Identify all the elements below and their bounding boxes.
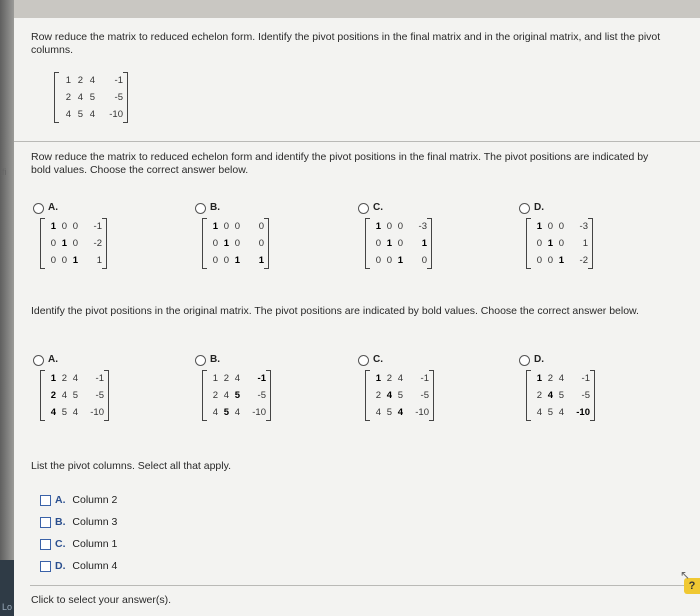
matrix-cell: 1 xyxy=(212,373,218,384)
matrix-cell: -5 xyxy=(420,390,429,401)
option-label[interactable]: C. xyxy=(373,202,383,213)
matrix-cell: 0 xyxy=(212,255,218,266)
side-mark-bottom: Lo xyxy=(2,602,13,612)
option-matrix xyxy=(202,370,271,421)
matrix-cell: 0 xyxy=(72,238,78,249)
matrix-cell: 4 xyxy=(50,407,56,418)
column-option-label[interactable] xyxy=(55,494,117,506)
matrix-cell: 1 xyxy=(536,373,542,384)
option-matrix xyxy=(202,218,269,269)
matrix-cell: -2 xyxy=(579,255,588,266)
matrix-cell: 0 xyxy=(397,221,403,232)
matrix-cell: 0 xyxy=(386,221,392,232)
matrix-cell: 1 xyxy=(558,255,564,266)
matrix-cell: 0 xyxy=(375,238,381,249)
instructions-text: Row reduce the matrix to reduced echelon form. Identify the pivot positions in the final matrix and in the original matrix, and list the pivot columns. xyxy=(31,31,661,56)
option-p1-3-radio[interactable] xyxy=(519,203,530,214)
matrix-cell: 4 xyxy=(89,75,95,86)
matrix-cell: -3 xyxy=(418,221,427,232)
column-option-label[interactable] xyxy=(55,516,117,528)
matrix-cell: 0 xyxy=(258,221,264,232)
matrix-cell: 1 xyxy=(96,255,102,266)
option-label[interactable]: A. xyxy=(48,202,58,213)
matrix-cell: 4 xyxy=(89,109,95,120)
left-window-edge xyxy=(0,0,14,616)
footer-divider xyxy=(30,585,700,586)
matrix-cell: 0 xyxy=(234,221,240,232)
matrix-cell: 5 xyxy=(77,109,83,120)
matrix-cell: 2 xyxy=(212,390,218,401)
part2-prompt: Identify the pivot positions in the original matrix. The pivot positions are indicated by bold values. Choose the correct answer below. xyxy=(31,305,639,317)
option-p2-1-radio[interactable] xyxy=(195,355,206,366)
matrix-cell: 5 xyxy=(386,407,392,418)
matrix-cell: 5 xyxy=(89,92,95,103)
matrix-cell: 4 xyxy=(234,407,240,418)
matrix-cell: 0 xyxy=(61,255,67,266)
matrix-cell: 0 xyxy=(212,238,218,249)
matrix-cell: 0 xyxy=(258,238,264,249)
matrix-cell: -10 xyxy=(90,407,104,418)
matrix-cell: 0 xyxy=(223,221,229,232)
matrix-cell: -1 xyxy=(257,373,266,384)
option-matrix xyxy=(40,218,107,269)
column-option-letter: B. xyxy=(55,516,66,528)
matrix-cell: -10 xyxy=(576,407,590,418)
option-p1-2-radio[interactable] xyxy=(358,203,369,214)
matrix-cell: 4 xyxy=(375,407,381,418)
matrix-cell: 0 xyxy=(547,255,553,266)
matrix-cell: 5 xyxy=(234,390,240,401)
option-p2-2-radio[interactable] xyxy=(358,355,369,366)
column-option-text: Column 1 xyxy=(69,538,118,550)
matrix-cell: -10 xyxy=(252,407,266,418)
option-matrix xyxy=(40,370,109,421)
matrix-cell: 4 xyxy=(234,373,240,384)
mouse-cursor-icon: ↖ xyxy=(680,568,691,582)
column-option-checkbox[interactable] xyxy=(40,539,51,550)
option-matrix xyxy=(526,370,595,421)
matrix-cell: 1 xyxy=(65,75,71,86)
matrix-cell: 2 xyxy=(375,390,381,401)
matrix-cell: 2 xyxy=(77,75,83,86)
option-matrix xyxy=(365,218,432,269)
matrix-cell: 4 xyxy=(77,92,83,103)
matrix-cell: 5 xyxy=(558,390,564,401)
matrix-cell: 4 xyxy=(223,390,229,401)
column-option-letter: C. xyxy=(55,538,66,550)
matrix-cell: 2 xyxy=(61,373,67,384)
part3-prompt: List the pivot columns. Select all that apply. xyxy=(31,460,231,472)
option-matrix xyxy=(526,218,593,269)
matrix-cell: 2 xyxy=(386,373,392,384)
column-option-checkbox[interactable] xyxy=(40,561,51,572)
matrix-cell: 2 xyxy=(50,390,56,401)
matrix-cell: -1 xyxy=(95,373,104,384)
matrix-cell: 0 xyxy=(223,255,229,266)
matrix-cell: 1 xyxy=(386,238,392,249)
matrix-cell: 4 xyxy=(397,373,403,384)
column-option-label[interactable] xyxy=(55,538,117,550)
matrix-cell: 1 xyxy=(212,221,218,232)
matrix-cell: -1 xyxy=(420,373,429,384)
column-option-letter: A. xyxy=(55,494,66,506)
matrix-cell: 0 xyxy=(234,238,240,249)
part1-prompt: Row reduce the matrix to reduced echelon form and identify the pivot positions in the final matrix. The pivot positions are indicated by bold values. Choose the correct answer below. xyxy=(31,151,649,176)
matrix-cell: 1 xyxy=(397,255,403,266)
matrix-cell: 4 xyxy=(558,373,564,384)
option-label[interactable]: D. xyxy=(534,202,544,213)
option-matrix xyxy=(365,370,434,421)
matrix-cell: 5 xyxy=(547,407,553,418)
option-label[interactable]: B. xyxy=(210,354,220,365)
option-p2-0-radio[interactable] xyxy=(33,355,44,366)
status-text: Click to select your answer(s). xyxy=(31,594,172,606)
matrix-cell: 2 xyxy=(536,390,542,401)
matrix-cell: 0 xyxy=(421,255,427,266)
matrix-cell: 4 xyxy=(386,390,392,401)
matrix-cell: -2 xyxy=(93,238,102,249)
matrix-cell: 1 xyxy=(234,255,240,266)
matrix-cell: 1 xyxy=(375,221,381,232)
matrix-cell: 5 xyxy=(223,407,229,418)
matrix-cell: -1 xyxy=(581,373,590,384)
matrix-cell: 2 xyxy=(223,373,229,384)
matrix-cell: 0 xyxy=(558,221,564,232)
column-option-text: Column 4 xyxy=(69,560,118,572)
matrix-cell: 2 xyxy=(65,92,71,103)
matrix-cell: 4 xyxy=(558,407,564,418)
column-option-checkbox[interactable] xyxy=(40,517,51,528)
matrix-cell: 1 xyxy=(375,373,381,384)
matrix-cell: 1 xyxy=(536,221,542,232)
matrix-cell: -3 xyxy=(579,221,588,232)
matrix-cell: 4 xyxy=(536,407,542,418)
column-option-text: Column 3 xyxy=(69,516,118,528)
matrix-cell: 0 xyxy=(72,221,78,232)
matrix-cell: 1 xyxy=(72,255,78,266)
matrix-cell: 5 xyxy=(397,390,403,401)
matrix-cell: -5 xyxy=(581,390,590,401)
matrix-cell: -5 xyxy=(114,92,123,103)
matrix-cell: 4 xyxy=(65,109,71,120)
matrix-cell: -5 xyxy=(257,390,266,401)
option-p1-0-radio[interactable] xyxy=(33,203,44,214)
matrix-cell: 0 xyxy=(397,238,403,249)
column-option-letter: D. xyxy=(55,560,66,572)
matrix-cell: 4 xyxy=(547,390,553,401)
matrix-cell: -1 xyxy=(114,75,123,86)
matrix-cell: 0 xyxy=(50,238,56,249)
matrix-cell: -5 xyxy=(95,390,104,401)
option-label[interactable]: A. xyxy=(48,354,58,365)
matrix-cell: 5 xyxy=(72,390,78,401)
matrix-cell: 1 xyxy=(547,238,553,249)
matrix-cell: -1 xyxy=(93,221,102,232)
column-option-label[interactable] xyxy=(55,560,117,572)
side-mark-top: fi xyxy=(2,167,7,177)
help-button[interactable]: ? xyxy=(684,578,700,594)
matrix-cell: 4 xyxy=(61,390,67,401)
matrix-cell: 4 xyxy=(72,407,78,418)
matrix-cell: 1 xyxy=(61,238,67,249)
matrix-cell: 2 xyxy=(547,373,553,384)
column-option-checkbox[interactable] xyxy=(40,495,51,506)
matrix-cell: 0 xyxy=(536,255,542,266)
matrix-cell: 4 xyxy=(397,407,403,418)
option-p1-1-radio[interactable] xyxy=(195,203,206,214)
matrix-cell: 1 xyxy=(258,255,264,266)
matrix-cell: 1 xyxy=(421,238,427,249)
matrix-cell: 4 xyxy=(72,373,78,384)
matrix-cell: 1 xyxy=(50,373,56,384)
matrix-cell: -10 xyxy=(109,109,123,120)
option-label[interactable]: B. xyxy=(210,202,220,213)
option-label[interactable]: D. xyxy=(534,354,544,365)
matrix-cell: 1 xyxy=(223,238,229,249)
column-option-text: Column 2 xyxy=(69,494,118,506)
matrix-cell: -10 xyxy=(415,407,429,418)
option-p2-3-radio[interactable] xyxy=(519,355,530,366)
matrix-cell: 1 xyxy=(582,238,588,249)
matrix-cell: 0 xyxy=(558,238,564,249)
matrix-cell: 0 xyxy=(375,255,381,266)
matrix-cell: 0 xyxy=(386,255,392,266)
matrix-cell: 5 xyxy=(61,407,67,418)
section-divider xyxy=(14,141,700,142)
matrix-cell: 1 xyxy=(50,221,56,232)
matrix-cell: 0 xyxy=(50,255,56,266)
option-label[interactable]: C. xyxy=(373,354,383,365)
matrix-cell: 0 xyxy=(547,221,553,232)
original-matrix xyxy=(54,72,128,123)
matrix-cell: 4 xyxy=(212,407,218,418)
matrix-cell: 0 xyxy=(61,221,67,232)
matrix-cell: 0 xyxy=(536,238,542,249)
